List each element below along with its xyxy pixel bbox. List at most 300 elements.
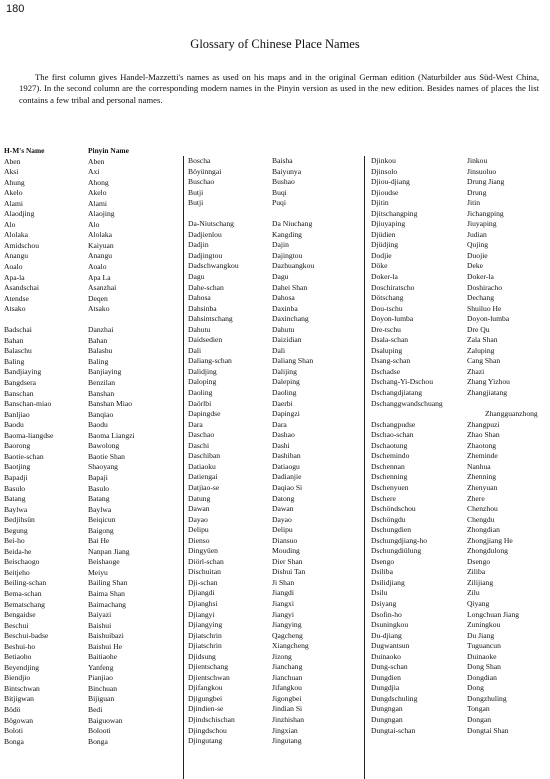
hm-name: Balaschu	[4, 346, 32, 356]
pinyin-name: Dier Shan	[272, 556, 303, 566]
pinyin-name: Tuguancun	[467, 641, 501, 651]
pinyin-name: Pianjiao	[88, 673, 113, 683]
pinyin-name: Jindian Si	[272, 704, 303, 714]
hm-name: Bengaidse	[4, 610, 36, 620]
hm-name: Bedjihsün	[4, 515, 35, 525]
pinyin-name: Dazhuangkou	[272, 261, 315, 271]
hm-name: Boloti	[4, 726, 23, 736]
hm-name: Daidsedien	[188, 335, 223, 345]
pinyin-name: Jinsuoluo	[467, 166, 497, 176]
hm-name: Djinsolo	[371, 166, 398, 176]
hm-name: Dagu	[188, 272, 205, 282]
glossary-entry	[188, 599, 362, 610]
hm-name: Ahung	[4, 177, 25, 187]
pinyin-name-header: Pinyin Name	[88, 146, 129, 155]
hm-name: Dungdjia	[371, 683, 400, 693]
pinyin-name: Jiangdi	[272, 588, 294, 598]
hm-name: Dou-tschu	[371, 303, 403, 313]
hm-name: Dahe-schan	[188, 282, 224, 292]
hm-name: Beitjeho	[4, 567, 30, 577]
hm-name: Djientschwan	[188, 672, 230, 682]
glossary-column-2	[188, 156, 362, 747]
hm-name: Dschöndschou	[371, 504, 416, 514]
hm-name: Djioudse	[371, 187, 399, 197]
hm-name: Baorong	[4, 441, 31, 451]
hm-name: Banschan	[4, 388, 34, 398]
hm-name: Böyünngai	[188, 166, 222, 176]
pinyin-name: Qujing	[467, 240, 489, 250]
hm-name: Dadschwangkou	[188, 261, 239, 271]
column-divider	[364, 156, 365, 779]
glossary-entry	[371, 515, 550, 526]
pinyin-name: Benzilan	[88, 378, 115, 388]
glossary-entry	[371, 599, 550, 610]
glossary-entry	[188, 504, 362, 515]
hm-name: Dungtai-schan	[371, 725, 416, 735]
pinyin-name: Dapingzi	[272, 409, 300, 419]
hm-name: Djingdschou	[188, 725, 227, 735]
hm-name: Apa-la	[4, 272, 25, 282]
hm-name: Bahan	[4, 335, 24, 345]
pinyin-name: Axi	[88, 167, 100, 177]
hm-name: Datiengai	[188, 472, 218, 482]
glossary-entry	[188, 314, 362, 325]
page-number: 180	[6, 3, 25, 15]
group-gap	[4, 315, 178, 326]
glossary-entry	[371, 314, 550, 325]
glossary-entry	[4, 578, 178, 589]
glossary-entry	[4, 346, 178, 357]
hm-name: Badschai	[4, 325, 32, 335]
hm-name: Djidsung	[188, 651, 216, 661]
glossary-entry	[188, 304, 362, 315]
pinyin-name: Asanzhai	[88, 283, 117, 293]
glossary-entry	[371, 209, 550, 220]
pinyin-name: Zhongdulong	[467, 546, 508, 556]
glossary-entry	[4, 367, 178, 378]
pinyin-name: Baishui He	[88, 641, 122, 651]
pinyin-name: Beishaoge	[88, 557, 120, 567]
pinyin-name: Zhere	[467, 493, 485, 503]
pinyin-name: Jitin	[467, 198, 481, 208]
hm-name: Dschadse	[371, 366, 401, 376]
glossary-entry	[4, 399, 178, 410]
hm-name: Beiling-schan	[4, 578, 47, 588]
glossary-entry	[4, 484, 178, 495]
hm-name: Banschan-miao	[4, 399, 52, 409]
glossary-entry	[4, 262, 178, 273]
glossary-entry	[188, 177, 362, 188]
hm-name: Dschungdien	[371, 525, 412, 535]
pinyin-name: Drung Jiang	[467, 177, 505, 187]
hm-name: Atsako	[4, 304, 26, 314]
glossary-entry	[4, 610, 178, 621]
glossary-entry	[4, 652, 178, 663]
pinyin-name: Zhaotong	[467, 440, 497, 450]
hm-name: Aben	[4, 156, 21, 166]
hm-name: Diörl-schan	[188, 556, 224, 566]
hm-name: Dsiyang	[371, 598, 397, 608]
hm-name: Dschungdiülung	[371, 546, 422, 556]
pinyin-name: Zhangjiatang	[467, 388, 508, 398]
glossary-entry	[188, 620, 362, 631]
pinyin-name: Zhongjiang He	[467, 535, 513, 545]
pinyin-name: Deqen	[88, 293, 108, 303]
glossary-entry	[188, 578, 362, 589]
glossary-entry	[371, 652, 550, 663]
pinyin-name: Xiangcheng	[272, 641, 309, 651]
hm-name: Doyon-lumba	[371, 314, 414, 324]
glossary-entry	[4, 220, 178, 231]
glossary-entry	[371, 399, 550, 410]
hm-name: Bödö	[4, 704, 21, 714]
pinyin-name: Jianchuan	[272, 672, 303, 682]
pinyin-name: Jifangkou	[272, 683, 302, 693]
glossary-entry	[371, 304, 550, 315]
hm-name: Beschui	[4, 620, 29, 630]
pinyin-name: Alo	[88, 219, 100, 229]
pinyin-name: Longchuan Jiang	[467, 609, 520, 619]
hm-name: Djianghsi	[188, 598, 218, 608]
pinyin-name: Alaojing	[88, 209, 115, 219]
glossary-entry	[188, 525, 362, 536]
hm-name: Dre-tschu	[371, 324, 401, 334]
pinyin-name: Dajingtou	[272, 250, 303, 260]
hm-name: Daoling	[188, 388, 213, 398]
hm-name: Bandjiaying	[4, 367, 42, 377]
hm-name: Alolaka	[4, 230, 29, 240]
pinyin-name: Zhenyuan	[467, 482, 498, 492]
glossary-entry	[4, 684, 178, 695]
pinyin-name: Da Niuchang	[272, 219, 313, 229]
glossary-entry	[371, 704, 550, 715]
hm-name: Dschang-Yi-Dschou	[371, 377, 434, 387]
pinyin-name: Cang Shan	[467, 356, 501, 366]
hm-name: Butji	[188, 187, 204, 197]
pinyin-name: Chengdu	[467, 514, 495, 524]
hm-name: Dsofin-ho	[371, 609, 402, 619]
pinyin-name: Dali	[272, 345, 286, 355]
glossary-entry	[4, 494, 178, 505]
glossary-entry	[188, 641, 362, 652]
glossary-entry	[188, 230, 362, 241]
hm-name: Bapadji	[4, 472, 28, 482]
pinyin-name: Ji Shan	[272, 577, 295, 587]
glossary-entry	[371, 567, 550, 578]
glossary-entry	[188, 430, 362, 441]
pinyin-name: Bai He	[88, 536, 110, 546]
glossary-entry	[4, 705, 178, 716]
pinyin-name: Dong Shan	[467, 662, 501, 672]
glossary-entry	[371, 430, 550, 441]
hm-name: Da-Niutschang	[188, 219, 234, 229]
pinyin-name: Binchuan	[88, 683, 118, 693]
hm-name: Bögowan	[4, 715, 34, 725]
hm-name: Begung	[4, 525, 28, 535]
glossary-entry	[4, 673, 178, 684]
glossary-entry	[188, 673, 362, 684]
pinyin-name: Dongan	[467, 714, 492, 724]
glossary-entry	[371, 578, 550, 589]
hm-name: Dahsintschang	[188, 314, 233, 324]
pinyin-name: Qiyang	[467, 598, 490, 608]
glossary-entry	[371, 715, 550, 726]
hm-name: Daschi	[188, 440, 210, 450]
pinyin-name: Bedi	[88, 704, 103, 714]
hm-name: Bangdsera	[4, 378, 37, 388]
glossary-entry	[188, 420, 362, 431]
pinyin-name: Chenzhou	[467, 504, 498, 514]
pinyin-name: Nanhua	[467, 461, 491, 471]
glossary-entry	[188, 293, 362, 304]
hm-name: Dung-schan	[371, 662, 408, 672]
hm-name: Dschangdjiatang	[371, 388, 423, 398]
hm-name: Dschemindo	[371, 451, 410, 461]
glossary-entry	[188, 335, 362, 346]
hm-name: Dalidjing	[188, 366, 217, 376]
pinyin-name: Bolooti	[88, 726, 111, 736]
pinyin-name: Jinzhishan	[272, 714, 305, 724]
hm-name: Djüdjing	[371, 240, 399, 250]
pinyin-name: Jiangyi	[272, 609, 294, 619]
glossary-entry	[4, 726, 178, 737]
glossary-entry	[371, 356, 550, 367]
pinyin-name: Dongtai Shan	[467, 725, 509, 735]
glossary-entry	[371, 726, 550, 737]
hm-name: Dschenning	[371, 472, 408, 482]
hm-name: Djitin	[371, 198, 389, 208]
glossary-entry	[371, 673, 550, 684]
hm-name: Duinaoko	[371, 651, 401, 661]
pinyin-name: Baitiaohe	[88, 652, 118, 662]
pinyin-name: Zilu	[467, 588, 480, 598]
glossary-entry	[188, 662, 362, 673]
glossary-entry	[188, 694, 362, 705]
hm-name: Dsilu	[371, 588, 388, 598]
pinyin-name: Kangding	[272, 229, 302, 239]
pinyin-name: Dongzhuling	[467, 693, 507, 703]
hm-name: Daliang-schan	[188, 356, 232, 366]
pinyin-name: Zhazi	[467, 366, 485, 376]
pinyin-name: Banjiaying	[88, 367, 122, 377]
glossary-entry	[371, 272, 550, 283]
glossary-entry	[371, 188, 550, 199]
pinyin-name: Buqi	[272, 187, 287, 197]
hm-name: Djiuyaping	[371, 219, 406, 229]
hm-name: Baylwa	[4, 504, 28, 514]
glossary-entry	[371, 293, 550, 304]
glossary-entry	[4, 410, 178, 421]
glossary-entry	[188, 346, 362, 357]
glossary-entry	[188, 736, 362, 747]
hm-name: Bintschwan	[4, 683, 40, 693]
pinyin-name: Bonga	[88, 736, 108, 746]
pinyin-name: Banshan	[88, 388, 115, 398]
glossary-entry	[4, 663, 178, 674]
hm-name: Alaodjing	[4, 209, 35, 219]
glossary-entry	[188, 367, 362, 378]
glossary-entry	[371, 325, 550, 336]
glossary-entry	[371, 409, 550, 420]
pinyin-name: Jizong	[272, 651, 292, 661]
pinyin-name: Zheminde	[467, 451, 498, 461]
hm-name: Dapingdse	[188, 409, 221, 419]
pinyin-name: Jiangying	[272, 620, 302, 630]
pinyin-name: Baodu	[88, 420, 108, 430]
pinyin-name: Beiqicun	[88, 515, 116, 525]
pinyin-name: Delipu	[272, 525, 293, 535]
hm-name: Butji	[188, 198, 204, 208]
glossary-entry	[4, 568, 178, 579]
pinyin-name: Deke	[467, 261, 484, 271]
column-header-row	[4, 146, 178, 157]
pinyin-name: Daliang Shan	[272, 356, 314, 366]
glossary-entry	[4, 557, 178, 568]
pinyin-name: Baigong	[88, 525, 114, 535]
pinyin-name: Akelo	[88, 188, 107, 198]
pinyin-name: Duojie	[467, 250, 488, 260]
pinyin-name: Zhangguanzhong	[485, 409, 538, 419]
glossary-entry	[371, 156, 550, 167]
group-gap	[188, 209, 362, 220]
glossary-entry	[188, 631, 362, 642]
hm-name: Baodu	[4, 420, 24, 430]
glossary-entry	[188, 462, 362, 473]
pinyin-name: Bapaji	[88, 472, 108, 482]
glossary-entry	[371, 557, 550, 568]
glossary-entry	[188, 388, 362, 399]
glossary-entry	[371, 377, 550, 388]
hm-name: Beischaogo	[4, 557, 40, 567]
hm-name: Djindien-se	[188, 704, 224, 714]
pinyin-name: Jinkou	[467, 156, 488, 165]
hm-name: Dingyüen	[188, 546, 218, 556]
pinyin-name: Nanpan Jiang	[88, 546, 130, 556]
glossary-entry	[4, 642, 178, 653]
hm-name: Betiaoho	[4, 652, 32, 662]
hm-name: Dali	[188, 345, 202, 355]
hm-name: Dadjienlou	[188, 229, 222, 239]
hm-name: Aoalo	[4, 262, 23, 272]
pinyin-name: Zhang Yizhou	[467, 377, 510, 387]
hm-name: Amidschou	[4, 240, 40, 250]
hm-name: Dschere	[371, 493, 396, 503]
glossary-entry	[4, 188, 178, 199]
glossary-entry	[4, 230, 178, 241]
pinyin-name: Dong	[467, 683, 484, 693]
glossary-entry	[188, 557, 362, 568]
glossary-entry	[371, 504, 550, 515]
hm-name: Doker-la	[371, 272, 398, 282]
pinyin-name: Diansuo	[272, 535, 298, 545]
glossary-entry	[188, 409, 362, 420]
hm-name: Dsuningkou	[371, 620, 409, 630]
hm-name: Biendjio	[4, 673, 31, 683]
hm-name: Dungdien	[371, 672, 401, 682]
glossary-entry	[4, 737, 178, 748]
glossary-entry	[4, 631, 178, 642]
glossary-entry	[188, 704, 362, 715]
pinyin-name: Dre Qu	[467, 324, 490, 334]
glossary-entry	[188, 610, 362, 621]
hm-name: Djiatschrin	[188, 641, 222, 651]
glossary-entry	[371, 388, 550, 399]
hm-name: Dötschang	[371, 293, 404, 303]
pinyin-name: Duinaoke	[467, 651, 497, 661]
glossary-entry	[4, 378, 178, 389]
pinyin-name: Zhangpuzi	[467, 419, 500, 429]
hm-name: Basulo	[4, 483, 26, 493]
glossary-entry	[188, 377, 362, 388]
glossary-entry	[188, 726, 362, 737]
hm-name: Delipu	[188, 525, 209, 535]
glossary-column-1	[4, 146, 178, 747]
pinyin-name: Daqiao Si	[272, 482, 303, 492]
hm-name: Aksi	[4, 167, 19, 177]
hm-name: Djiou-djiang	[371, 177, 410, 187]
hm-name: Baotie-schan	[4, 451, 44, 461]
pinyin-name: Shaoyang	[88, 462, 118, 472]
pinyin-name: Batang	[88, 494, 110, 504]
pinyin-name: Shuiluo He	[467, 303, 502, 313]
glossary-entry	[4, 357, 178, 368]
page-title: Glossary of Chinese Place Names	[190, 37, 360, 51]
glossary-entry	[188, 272, 362, 283]
hm-name: Buschao	[188, 177, 215, 187]
pinyin-name: Baima Shan	[88, 588, 125, 598]
hm-name-header: H-M's Name	[4, 146, 45, 155]
hm-name: Djiangying	[188, 620, 223, 630]
glossary-entry	[4, 547, 178, 558]
pinyin-name: Daerbi	[272, 398, 293, 408]
pinyin-name: Baoma Liangzi	[88, 430, 135, 440]
glossary-entry	[4, 515, 178, 526]
pinyin-name: Dechang	[467, 293, 494, 303]
hm-name: Akelo	[4, 188, 23, 198]
hm-name: Baoma-liangdse	[4, 430, 54, 440]
pinyin-name: Jichangping	[467, 208, 504, 218]
hm-name: Dawan	[188, 504, 210, 514]
glossary-entry	[371, 694, 550, 705]
glossary-entry	[188, 546, 362, 557]
pinyin-name: Alolaka	[88, 230, 113, 240]
glossary-entry	[188, 588, 362, 599]
glossary-entry	[4, 505, 178, 516]
hm-name: Djinkou	[371, 156, 396, 165]
hm-name: Datjiao-se	[188, 482, 220, 492]
glossary-entry	[371, 641, 550, 652]
glossary-entry	[188, 283, 362, 294]
pinyin-name: Ziliba	[467, 567, 486, 577]
pinyin-name: Daoling	[272, 388, 297, 398]
hm-name: Bonga	[4, 736, 24, 746]
hm-name: Djiangdi	[188, 588, 215, 598]
pinyin-name: Daleping	[272, 377, 300, 387]
glossary-entry	[371, 198, 550, 209]
glossary-entry	[188, 156, 362, 167]
glossary-entry	[188, 715, 362, 726]
hm-name: Boscha	[188, 156, 211, 165]
hm-name: Dschanggwandschuang	[371, 398, 443, 408]
pinyin-name: Bailing Shan	[88, 578, 128, 588]
hm-name: Du-djiang	[371, 630, 402, 640]
pinyin-name: Zilijiang	[467, 577, 494, 587]
hm-name: Atendse	[4, 293, 29, 303]
glossary-entry	[4, 241, 178, 252]
glossary-entry	[188, 652, 362, 663]
glossary-entry	[371, 367, 550, 378]
glossary-entry	[371, 219, 550, 230]
